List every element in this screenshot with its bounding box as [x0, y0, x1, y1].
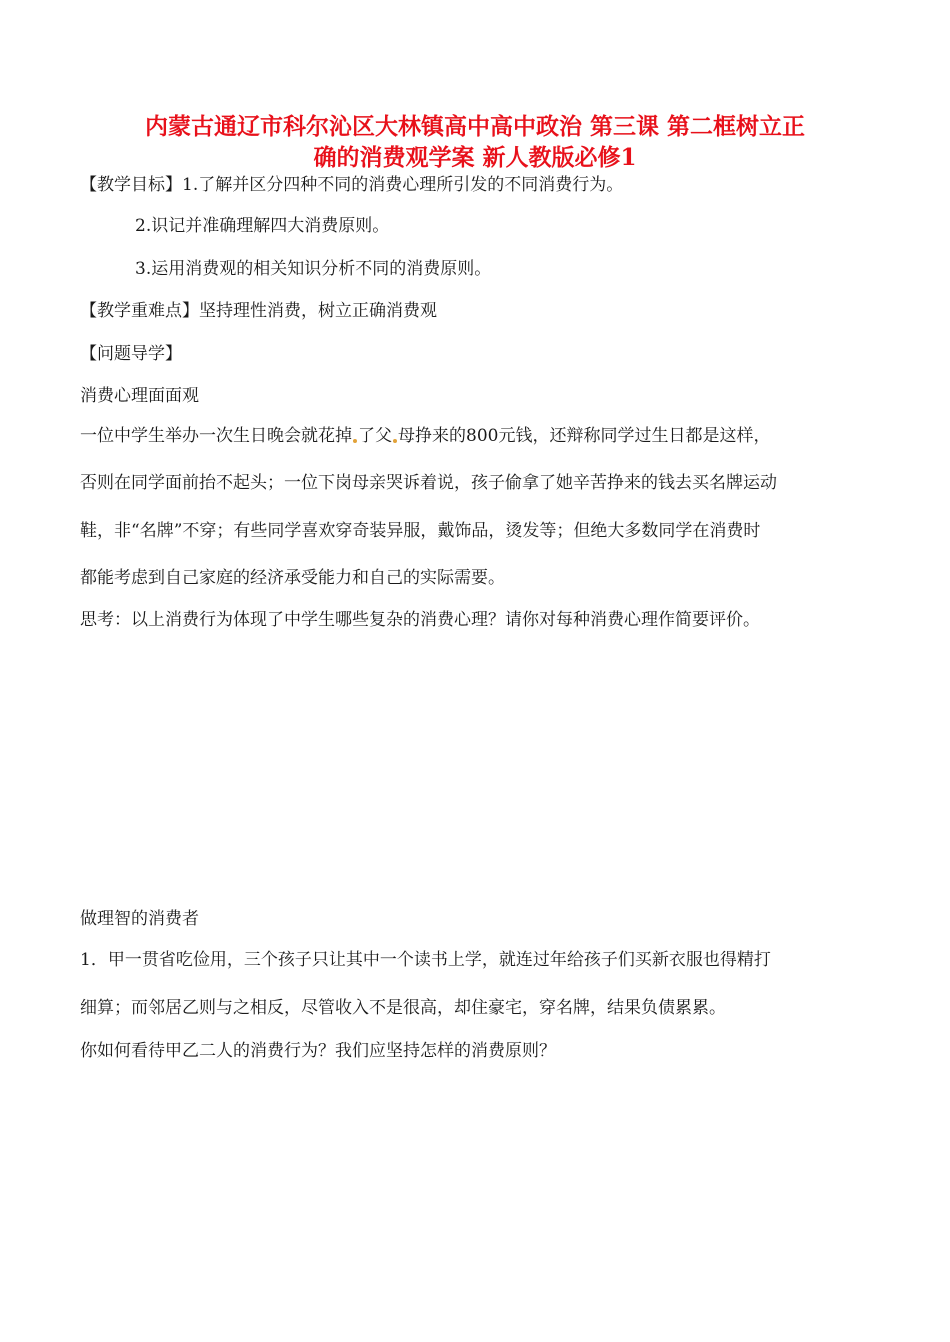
section-2-item-line-2: 细算；而邻居乙则与之相反，尽管收入不是很高，却住豪宅，穿名牌，结果负债累累。: [80, 998, 726, 1018]
section-1-paragraph-line-3: 鞋，非“名牌”不穿；有些同学喜欢穿奇装异服，戴饰品，烫发等；但绝大多数同学在消费时: [80, 521, 761, 541]
objectives-line-1: [80, 173, 623, 197]
section-2-heading: 做理智的消费者: [80, 909, 199, 929]
objective-item-1: 1.了解并区分四种不同的消费心理所引发的不同消费行为。: [182, 175, 624, 195]
paragraph-segment: 一位中学生举办一次生日晚会就花掉: [80, 426, 352, 446]
dot-mark: [393, 439, 397, 443]
section-1-paragraph-line-2: 否则在同学面前抬不起头；一位下岗母亲哭诉着说，孩子偷拿了她辛苦挣来的钱去买名牌运动: [80, 473, 777, 493]
document-title-line-1: 内蒙古通辽市科尔沁区大林镇高中高中政治 第三课 第二框树立正: [144, 113, 805, 140]
paragraph-segment: 了父: [358, 426, 392, 446]
section-1-paragraph-line-4: 都能考虑到自己家庭的经济承受能力和自己的实际需要。: [80, 568, 505, 588]
dot-mark: [353, 439, 357, 443]
section-2-item-line-1: 1．甲一贯省吃俭用，三个孩子只让其中一个读书上学，就连过年给孩子们买新衣服也得精打: [80, 950, 771, 970]
guide-heading: 【问题导学】: [80, 344, 182, 364]
objective-item-2: 2.识记并准确理解四大消费原则。: [135, 216, 390, 236]
objective-item-3: 3.运用消费观的相关知识分析不同的消费原则。: [135, 259, 492, 279]
paragraph-segment: 母挣来的800元钱，还辩称同学过生日都是这样，: [398, 426, 771, 446]
document-title-line-2: 确的消费观学案 新人教版必修1: [313, 144, 637, 171]
section-1-heading: 消费心理面面观: [80, 386, 199, 406]
section-1-paragraph-line-1: [80, 424, 770, 448]
section-2-question: 你如何看待甲乙二人的消费行为？我们应坚持怎样的消费原则？: [80, 1041, 556, 1061]
section-1-question: 思考：以上消费行为体现了中学生哪些复杂的消费心理？请你对每种消费心理作简要评价。: [80, 610, 760, 630]
objectives-heading: 【教学目标】: [80, 175, 182, 195]
key-points: 【教学重难点】坚持理性消费，树立正确消费观: [80, 301, 437, 321]
